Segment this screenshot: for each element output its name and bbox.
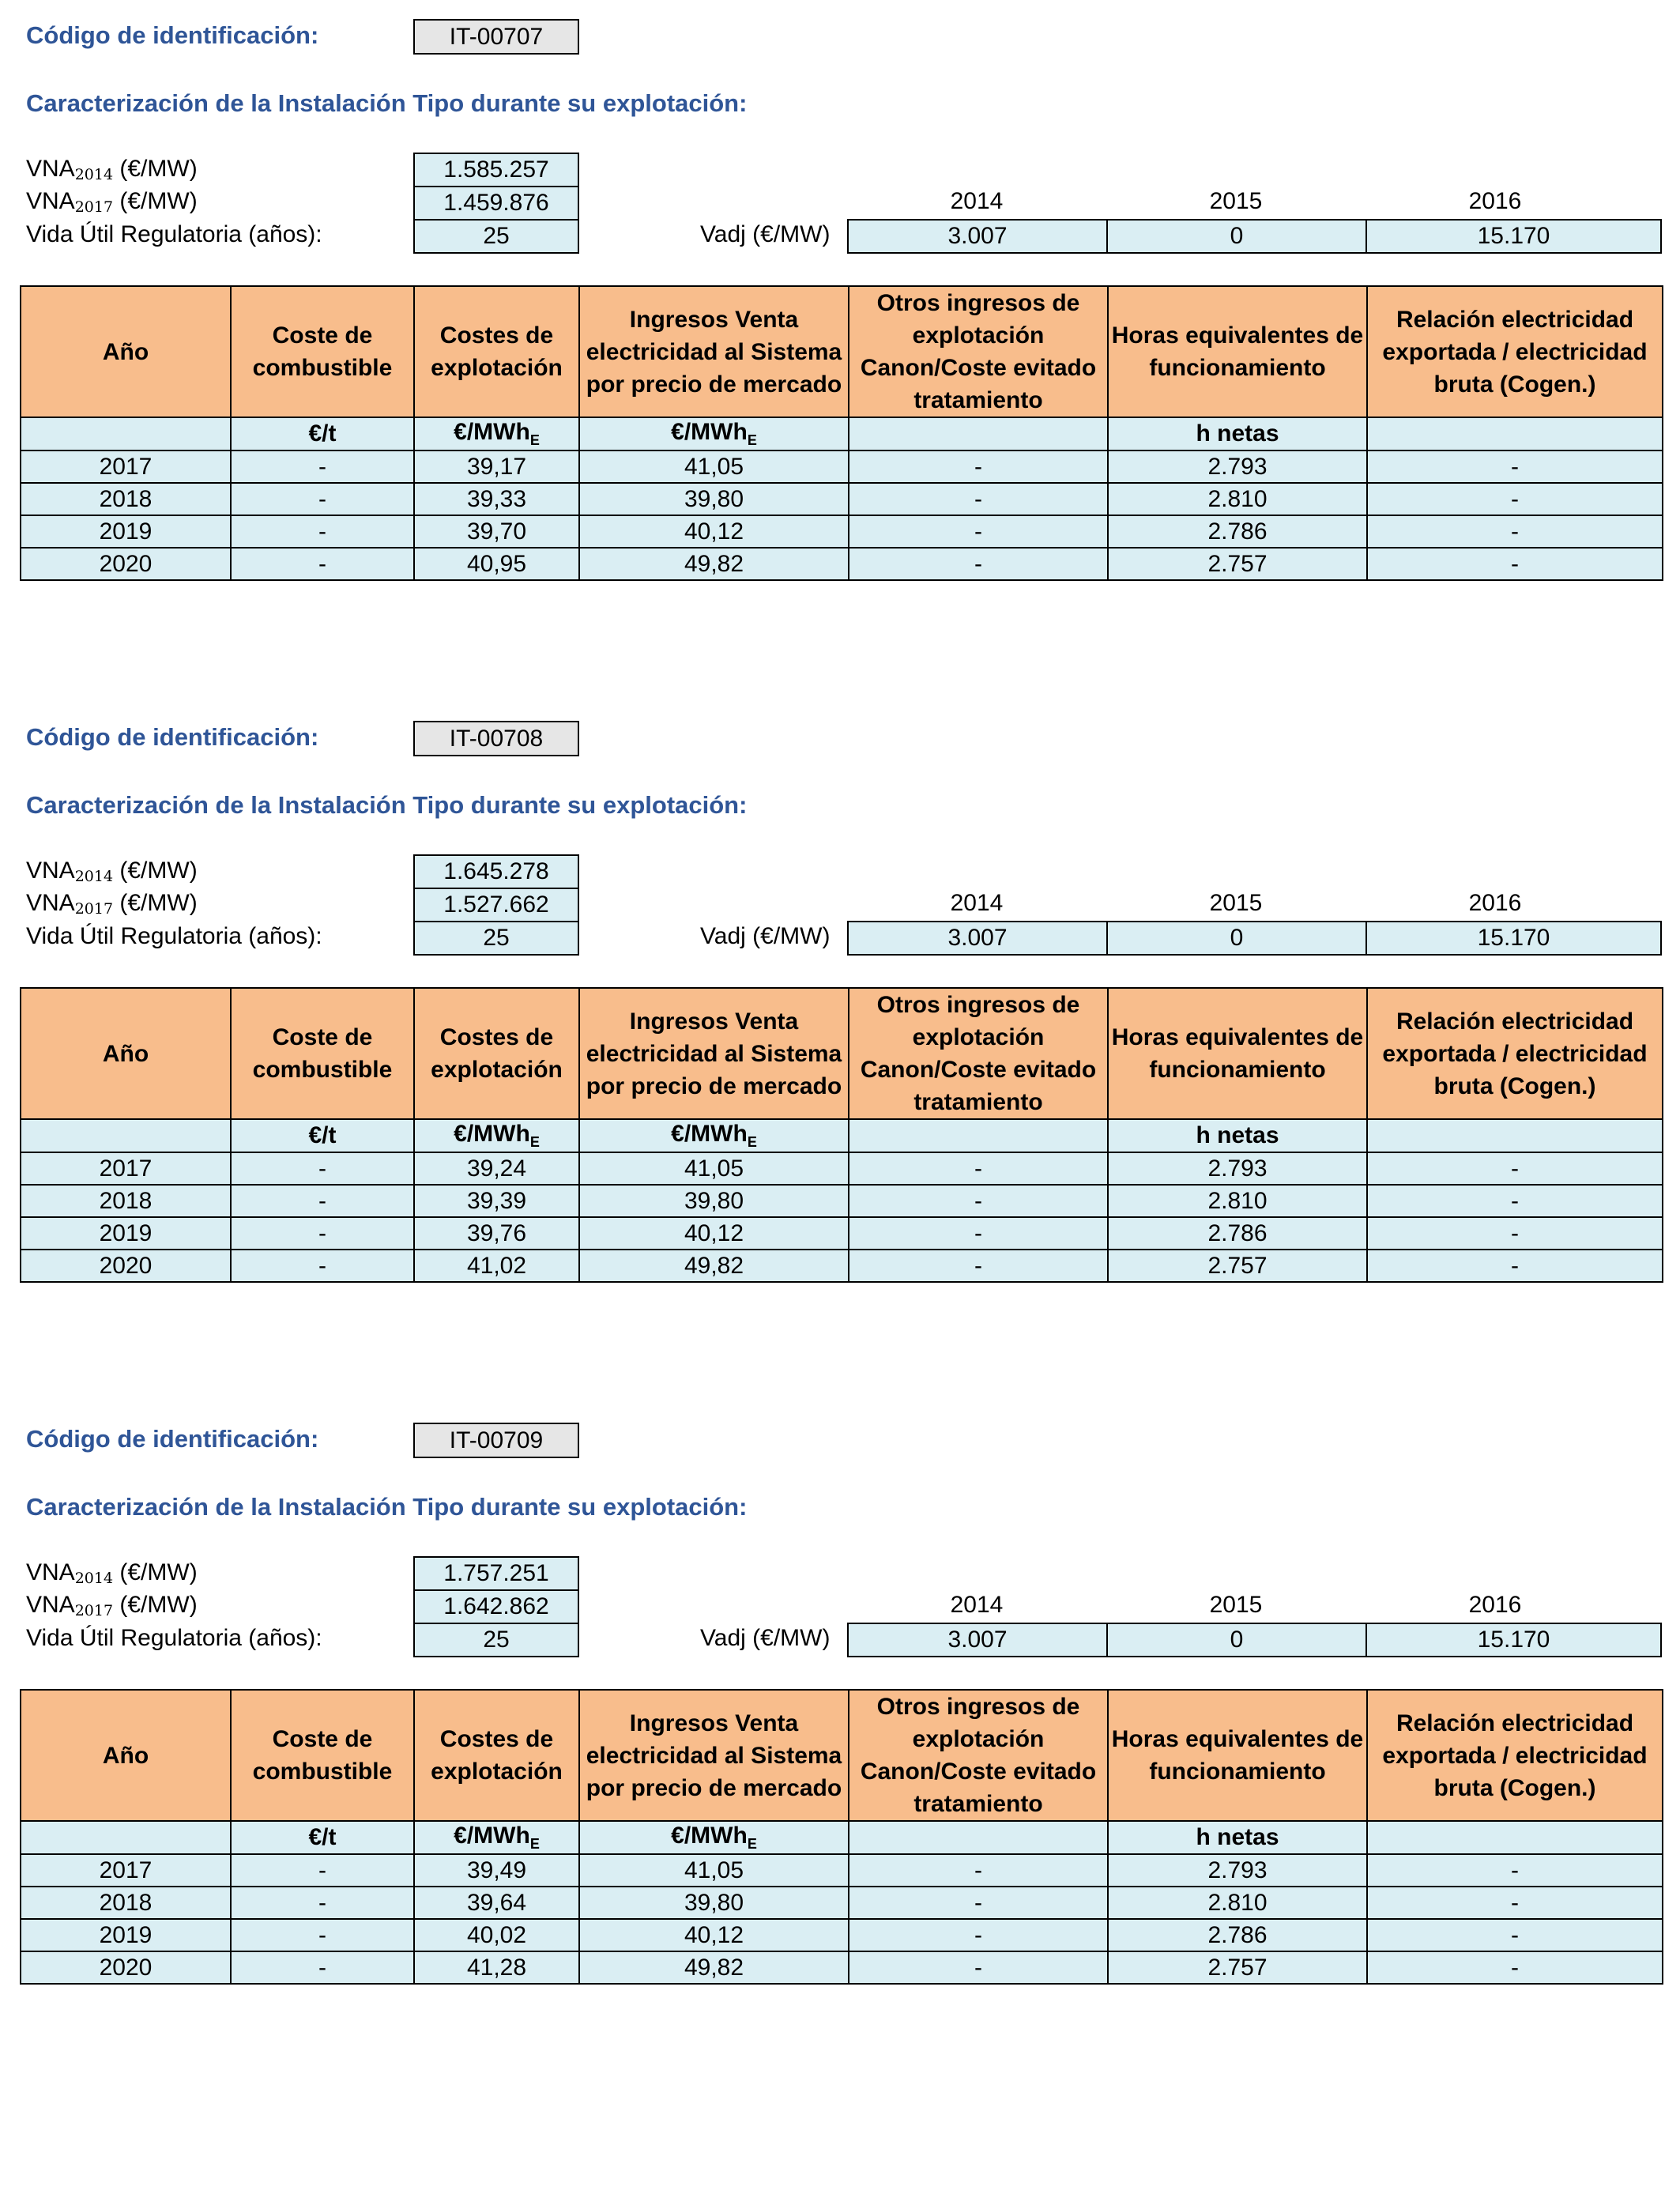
table-header-row <box>21 988 1663 1119</box>
cell-otros-ingresos: - <box>849 1152 1108 1185</box>
col-header-ano: Año <box>21 1690 231 1821</box>
unit-ingresos: €/MWh$_E$ <box>579 417 849 450</box>
cell-ingresos-venta: 41,05 <box>579 450 849 483</box>
col-header-costes-explotacion: Costes de explotación <box>414 988 579 1119</box>
unit-cell-empty <box>1367 1821 1663 1854</box>
cell-horas: 2.786 <box>1108 1919 1367 1951</box>
cell-ano: 2020 <box>21 548 231 580</box>
cell-horas: 2.757 <box>1108 1951 1367 1984</box>
codigo-value: IT-00709 <box>413 1423 579 1458</box>
cell-otros-ingresos: - <box>849 1854 1108 1887</box>
vna2014-value: 1.757.251 <box>413 1556 579 1591</box>
cell-otros-ingresos: - <box>849 1217 1108 1250</box>
cell-ano: 2018 <box>21 1887 231 1919</box>
vna2017-label: $VNA_{2017}$ (€/MW) <box>26 188 198 216</box>
col-header-relacion-electricidad: Relación electricidad exportada / electricidad bruta (Cogen.) <box>1367 1690 1663 1821</box>
cell-ingresos-venta: 39,80 <box>579 483 849 515</box>
cell-coste-combustible: - <box>231 1854 414 1887</box>
cell-otros-ingresos: - <box>849 1951 1108 1984</box>
unit-cell-empty <box>849 1119 1108 1152</box>
operation-table <box>20 285 1663 581</box>
cell-relacion: - <box>1367 483 1663 515</box>
col-header-otros-ingresos: Otros ingresos de explotación Canon/Coste evitado tratamiento <box>849 286 1108 417</box>
cell-ingresos-venta: 39,80 <box>579 1887 849 1919</box>
cell-costes-explotacion: 39,49 <box>414 1854 579 1887</box>
cell-costes-explotacion: 39,39 <box>414 1185 579 1217</box>
unit-cell-empty <box>21 1119 231 1152</box>
col-header-costes-explotacion: Costes de explotación <box>414 1690 579 1821</box>
table-header-row <box>21 1690 1663 1821</box>
table-row <box>21 1152 1663 1185</box>
cell-ingresos-venta: 49,82 <box>579 548 849 580</box>
cell-ingresos-venta: 49,82 <box>579 1250 849 1282</box>
unit-explotacion: €/MWh$_E$ <box>414 1821 579 1854</box>
unit-combustible: €/t <box>231 417 414 450</box>
cell-relacion: - <box>1367 1217 1663 1250</box>
codigo-value: IT-00707 <box>413 19 579 55</box>
cell-coste-combustible: - <box>231 1951 414 1984</box>
cell-horas: 2.793 <box>1108 1854 1367 1887</box>
unit-cell-empty <box>849 1821 1108 1854</box>
col-header-coste-combustible: Coste de combustible <box>231 1690 414 1821</box>
unit-ingresos: €/MWh$_E$ <box>579 1119 849 1152</box>
vadj-year-2014: 2014 <box>950 890 1004 916</box>
cell-costes-explotacion: 40,02 <box>414 1919 579 1951</box>
caracterizacion-title: Caracterización de la Instalación Tipo durante su explotación: <box>26 1493 748 1521</box>
cell-horas: 2.786 <box>1108 1217 1367 1250</box>
vadj-year-2015: 2015 <box>1209 890 1263 916</box>
caracterizacion-title: Caracterización de la Instalación Tipo durante su explotación: <box>26 89 748 117</box>
cell-horas: 2.810 <box>1108 1887 1367 1919</box>
table-units-row <box>21 417 1663 450</box>
unit-explotacion: €/MWh$_E$ <box>414 1119 579 1152</box>
installation-block <box>0 702 1680 1405</box>
cell-otros-ingresos: - <box>849 450 1108 483</box>
cell-ano: 2019 <box>21 1919 231 1951</box>
table-row <box>21 1951 1663 1984</box>
cell-otros-ingresos: - <box>849 515 1108 548</box>
vna2014-value: 1.645.278 <box>413 854 579 889</box>
cell-coste-combustible: - <box>231 1217 414 1250</box>
unit-ingresos: €/MWh$_E$ <box>579 1821 849 1854</box>
cell-ano: 2019 <box>21 515 231 548</box>
vadj-year-2014: 2014 <box>950 1592 1004 1618</box>
vna2017-value: 1.642.862 <box>413 1589 579 1624</box>
vida-util-label: Vida Útil Regulatoria (años): <box>26 923 322 949</box>
table-row <box>21 1217 1663 1250</box>
vadj-year-2016: 2016 <box>1468 890 1522 916</box>
vadj-2015-value: 0 <box>1106 219 1367 254</box>
cell-coste-combustible: - <box>231 548 414 580</box>
cell-ano: 2017 <box>21 1854 231 1887</box>
cell-costes-explotacion: 39,76 <box>414 1217 579 1250</box>
cell-ingresos-venta: 41,05 <box>579 1152 849 1185</box>
cell-horas: 2.757 <box>1108 548 1367 580</box>
cell-coste-combustible: - <box>231 1919 414 1951</box>
cell-ano: 2017 <box>21 1152 231 1185</box>
vna2014-label: $VNA_{2014}$ (€/MW) <box>26 1559 198 1587</box>
vna2014-label: $VNA_{2014}$ (€/MW) <box>26 156 198 183</box>
col-header-ingresos-venta: Ingresos Venta electricidad al Sistema por precio de mercado <box>579 988 849 1119</box>
table-header-row <box>21 286 1663 417</box>
unit-combustible: €/t <box>231 1119 414 1152</box>
table-row <box>21 1887 1663 1919</box>
vna2017-label: $VNA_{2017}$ (€/MW) <box>26 890 198 918</box>
codigo-value: IT-00708 <box>413 721 579 756</box>
vadj-2016-value: 15.170 <box>1365 921 1662 956</box>
cell-coste-combustible: - <box>231 1185 414 1217</box>
cell-costes-explotacion: 40,95 <box>414 548 579 580</box>
col-header-ingresos-venta: Ingresos Venta electricidad al Sistema por precio de mercado <box>579 286 849 417</box>
cell-coste-combustible: - <box>231 1887 414 1919</box>
unit-cell-empty <box>849 417 1108 450</box>
vna2014-label: $VNA_{2014}$ (€/MW) <box>26 858 198 885</box>
col-header-otros-ingresos: Otros ingresos de explotación Canon/Coste evitado tratamiento <box>849 988 1108 1119</box>
table-units-row <box>21 1821 1663 1854</box>
table-row <box>21 1854 1663 1887</box>
vida-util-value: 25 <box>413 921 579 956</box>
cell-ingresos-venta: 40,12 <box>579 515 849 548</box>
col-header-ingresos-venta: Ingresos Venta electricidad al Sistema por precio de mercado <box>579 1690 849 1821</box>
cell-horas: 2.793 <box>1108 1152 1367 1185</box>
table-row <box>21 1919 1663 1951</box>
vadj-year-2016: 2016 <box>1468 1592 1522 1618</box>
vadj-label: Vadj (€/MW) <box>700 923 831 949</box>
vadj-2014-value: 3.007 <box>847 921 1108 956</box>
vna2017-label: $VNA_{2017}$ (€/MW) <box>26 1592 198 1619</box>
cell-ingresos-venta: 40,12 <box>579 1919 849 1951</box>
cell-relacion: - <box>1367 450 1663 483</box>
vadj-year-2014: 2014 <box>950 188 1004 214</box>
vadj-2016-value: 15.170 <box>1365 219 1662 254</box>
cell-relacion: - <box>1367 1887 1663 1919</box>
unit-horas: h netas <box>1108 1821 1367 1854</box>
cell-ano: 2018 <box>21 483 231 515</box>
vna2017-value: 1.527.662 <box>413 888 579 922</box>
col-header-horas-equivalentes: Horas equivalentes de funcionamiento <box>1108 286 1367 417</box>
cell-horas: 2.757 <box>1108 1250 1367 1282</box>
cell-relacion: - <box>1367 1152 1663 1185</box>
vadj-year-2015: 2015 <box>1209 188 1263 214</box>
unit-explotacion: €/MWh$_E$ <box>414 417 579 450</box>
cell-coste-combustible: - <box>231 483 414 515</box>
table-row <box>21 1185 1663 1217</box>
vida-util-label: Vida Útil Regulatoria (años): <box>26 221 322 247</box>
vadj-2014-value: 3.007 <box>847 1623 1108 1657</box>
cell-relacion: - <box>1367 515 1663 548</box>
cell-ano: 2019 <box>21 1217 231 1250</box>
unit-combustible: €/t <box>231 1821 414 1854</box>
cell-otros-ingresos: - <box>849 483 1108 515</box>
cell-ingresos-venta: 49,82 <box>579 1951 849 1984</box>
col-header-coste-combustible: Coste de combustible <box>231 988 414 1119</box>
col-header-coste-combustible: Coste de combustible <box>231 286 414 417</box>
col-header-otros-ingresos: Otros ingresos de explotación Canon/Coste evitado tratamiento <box>849 1690 1108 1821</box>
table-row <box>21 515 1663 548</box>
cell-otros-ingresos: - <box>849 1185 1108 1217</box>
operation-table <box>20 1689 1663 1985</box>
cell-coste-combustible: - <box>231 515 414 548</box>
vadj-year-2015: 2015 <box>1209 1592 1263 1618</box>
unit-horas: h netas <box>1108 417 1367 450</box>
col-header-relacion-electricidad: Relación electricidad exportada / electricidad bruta (Cogen.) <box>1367 286 1663 417</box>
vadj-label: Vadj (€/MW) <box>700 1625 831 1651</box>
col-header-ano: Año <box>21 286 231 417</box>
vida-util-value: 25 <box>413 1623 579 1657</box>
vida-util-value: 25 <box>413 219 579 254</box>
cell-otros-ingresos: - <box>849 548 1108 580</box>
cell-ano: 2020 <box>21 1250 231 1282</box>
unit-cell-empty <box>21 417 231 450</box>
codigo-label: Código de identificación: <box>26 723 319 751</box>
cell-relacion: - <box>1367 548 1663 580</box>
cell-relacion: - <box>1367 1919 1663 1951</box>
cell-ano: 2018 <box>21 1185 231 1217</box>
unit-cell-empty <box>1367 1119 1663 1152</box>
cell-ano: 2017 <box>21 450 231 483</box>
codigo-label: Código de identificación: <box>26 1425 319 1453</box>
cell-ingresos-venta: 41,05 <box>579 1854 849 1887</box>
unit-cell-empty <box>1367 417 1663 450</box>
vida-util-label: Vida Útil Regulatoria (años): <box>26 1625 322 1651</box>
operation-table <box>20 987 1663 1283</box>
col-header-horas-equivalentes: Horas equivalentes de funcionamiento <box>1108 1690 1367 1821</box>
vadj-year-2016: 2016 <box>1468 188 1522 214</box>
vna2017-value: 1.459.876 <box>413 186 579 221</box>
cell-costes-explotacion: 41,28 <box>414 1951 579 1984</box>
cell-costes-explotacion: 39,33 <box>414 483 579 515</box>
installation-block <box>0 0 1680 703</box>
caracterizacion-title: Caracterización de la Instalación Tipo durante su explotación: <box>26 791 748 819</box>
vadj-2016-value: 15.170 <box>1365 1623 1662 1657</box>
table-row <box>21 450 1663 483</box>
table-units-row <box>21 1119 1663 1152</box>
table-row <box>21 1250 1663 1282</box>
vadj-label: Vadj (€/MW) <box>700 221 831 247</box>
col-header-relacion-electricidad: Relación electricidad exportada / electricidad bruta (Cogen.) <box>1367 988 1663 1119</box>
table-row <box>21 548 1663 580</box>
cell-relacion: - <box>1367 1185 1663 1217</box>
cell-otros-ingresos: - <box>849 1919 1108 1951</box>
cell-otros-ingresos: - <box>849 1887 1108 1919</box>
col-header-horas-equivalentes: Horas equivalentes de funcionamiento <box>1108 988 1367 1119</box>
unit-cell-empty <box>21 1821 231 1854</box>
cell-otros-ingresos: - <box>849 1250 1108 1282</box>
col-header-costes-explotacion: Costes de explotación <box>414 286 579 417</box>
cell-ano: 2020 <box>21 1951 231 1984</box>
table-row <box>21 483 1663 515</box>
cell-relacion: - <box>1367 1854 1663 1887</box>
cell-coste-combustible: - <box>231 450 414 483</box>
cell-relacion: - <box>1367 1250 1663 1282</box>
vna2014-value: 1.585.257 <box>413 153 579 187</box>
vadj-2014-value: 3.007 <box>847 219 1108 254</box>
cell-ingresos-venta: 39,80 <box>579 1185 849 1217</box>
cell-coste-combustible: - <box>231 1250 414 1282</box>
col-header-ano: Año <box>21 988 231 1119</box>
unit-horas: h netas <box>1108 1119 1367 1152</box>
vadj-2015-value: 0 <box>1106 921 1367 956</box>
installation-block <box>0 1404 1680 2107</box>
cell-costes-explotacion: 39,17 <box>414 450 579 483</box>
cell-costes-explotacion: 39,70 <box>414 515 579 548</box>
cell-horas: 2.810 <box>1108 1185 1367 1217</box>
cell-horas: 2.810 <box>1108 483 1367 515</box>
cell-coste-combustible: - <box>231 1152 414 1185</box>
cell-relacion: - <box>1367 1951 1663 1984</box>
vadj-2015-value: 0 <box>1106 1623 1367 1657</box>
cell-costes-explotacion: 41,02 <box>414 1250 579 1282</box>
cell-horas: 2.786 <box>1108 515 1367 548</box>
codigo-label: Código de identificación: <box>26 21 319 49</box>
cell-horas: 2.793 <box>1108 450 1367 483</box>
cell-ingresos-venta: 40,12 <box>579 1217 849 1250</box>
cell-costes-explotacion: 39,64 <box>414 1887 579 1919</box>
cell-costes-explotacion: 39,24 <box>414 1152 579 1185</box>
